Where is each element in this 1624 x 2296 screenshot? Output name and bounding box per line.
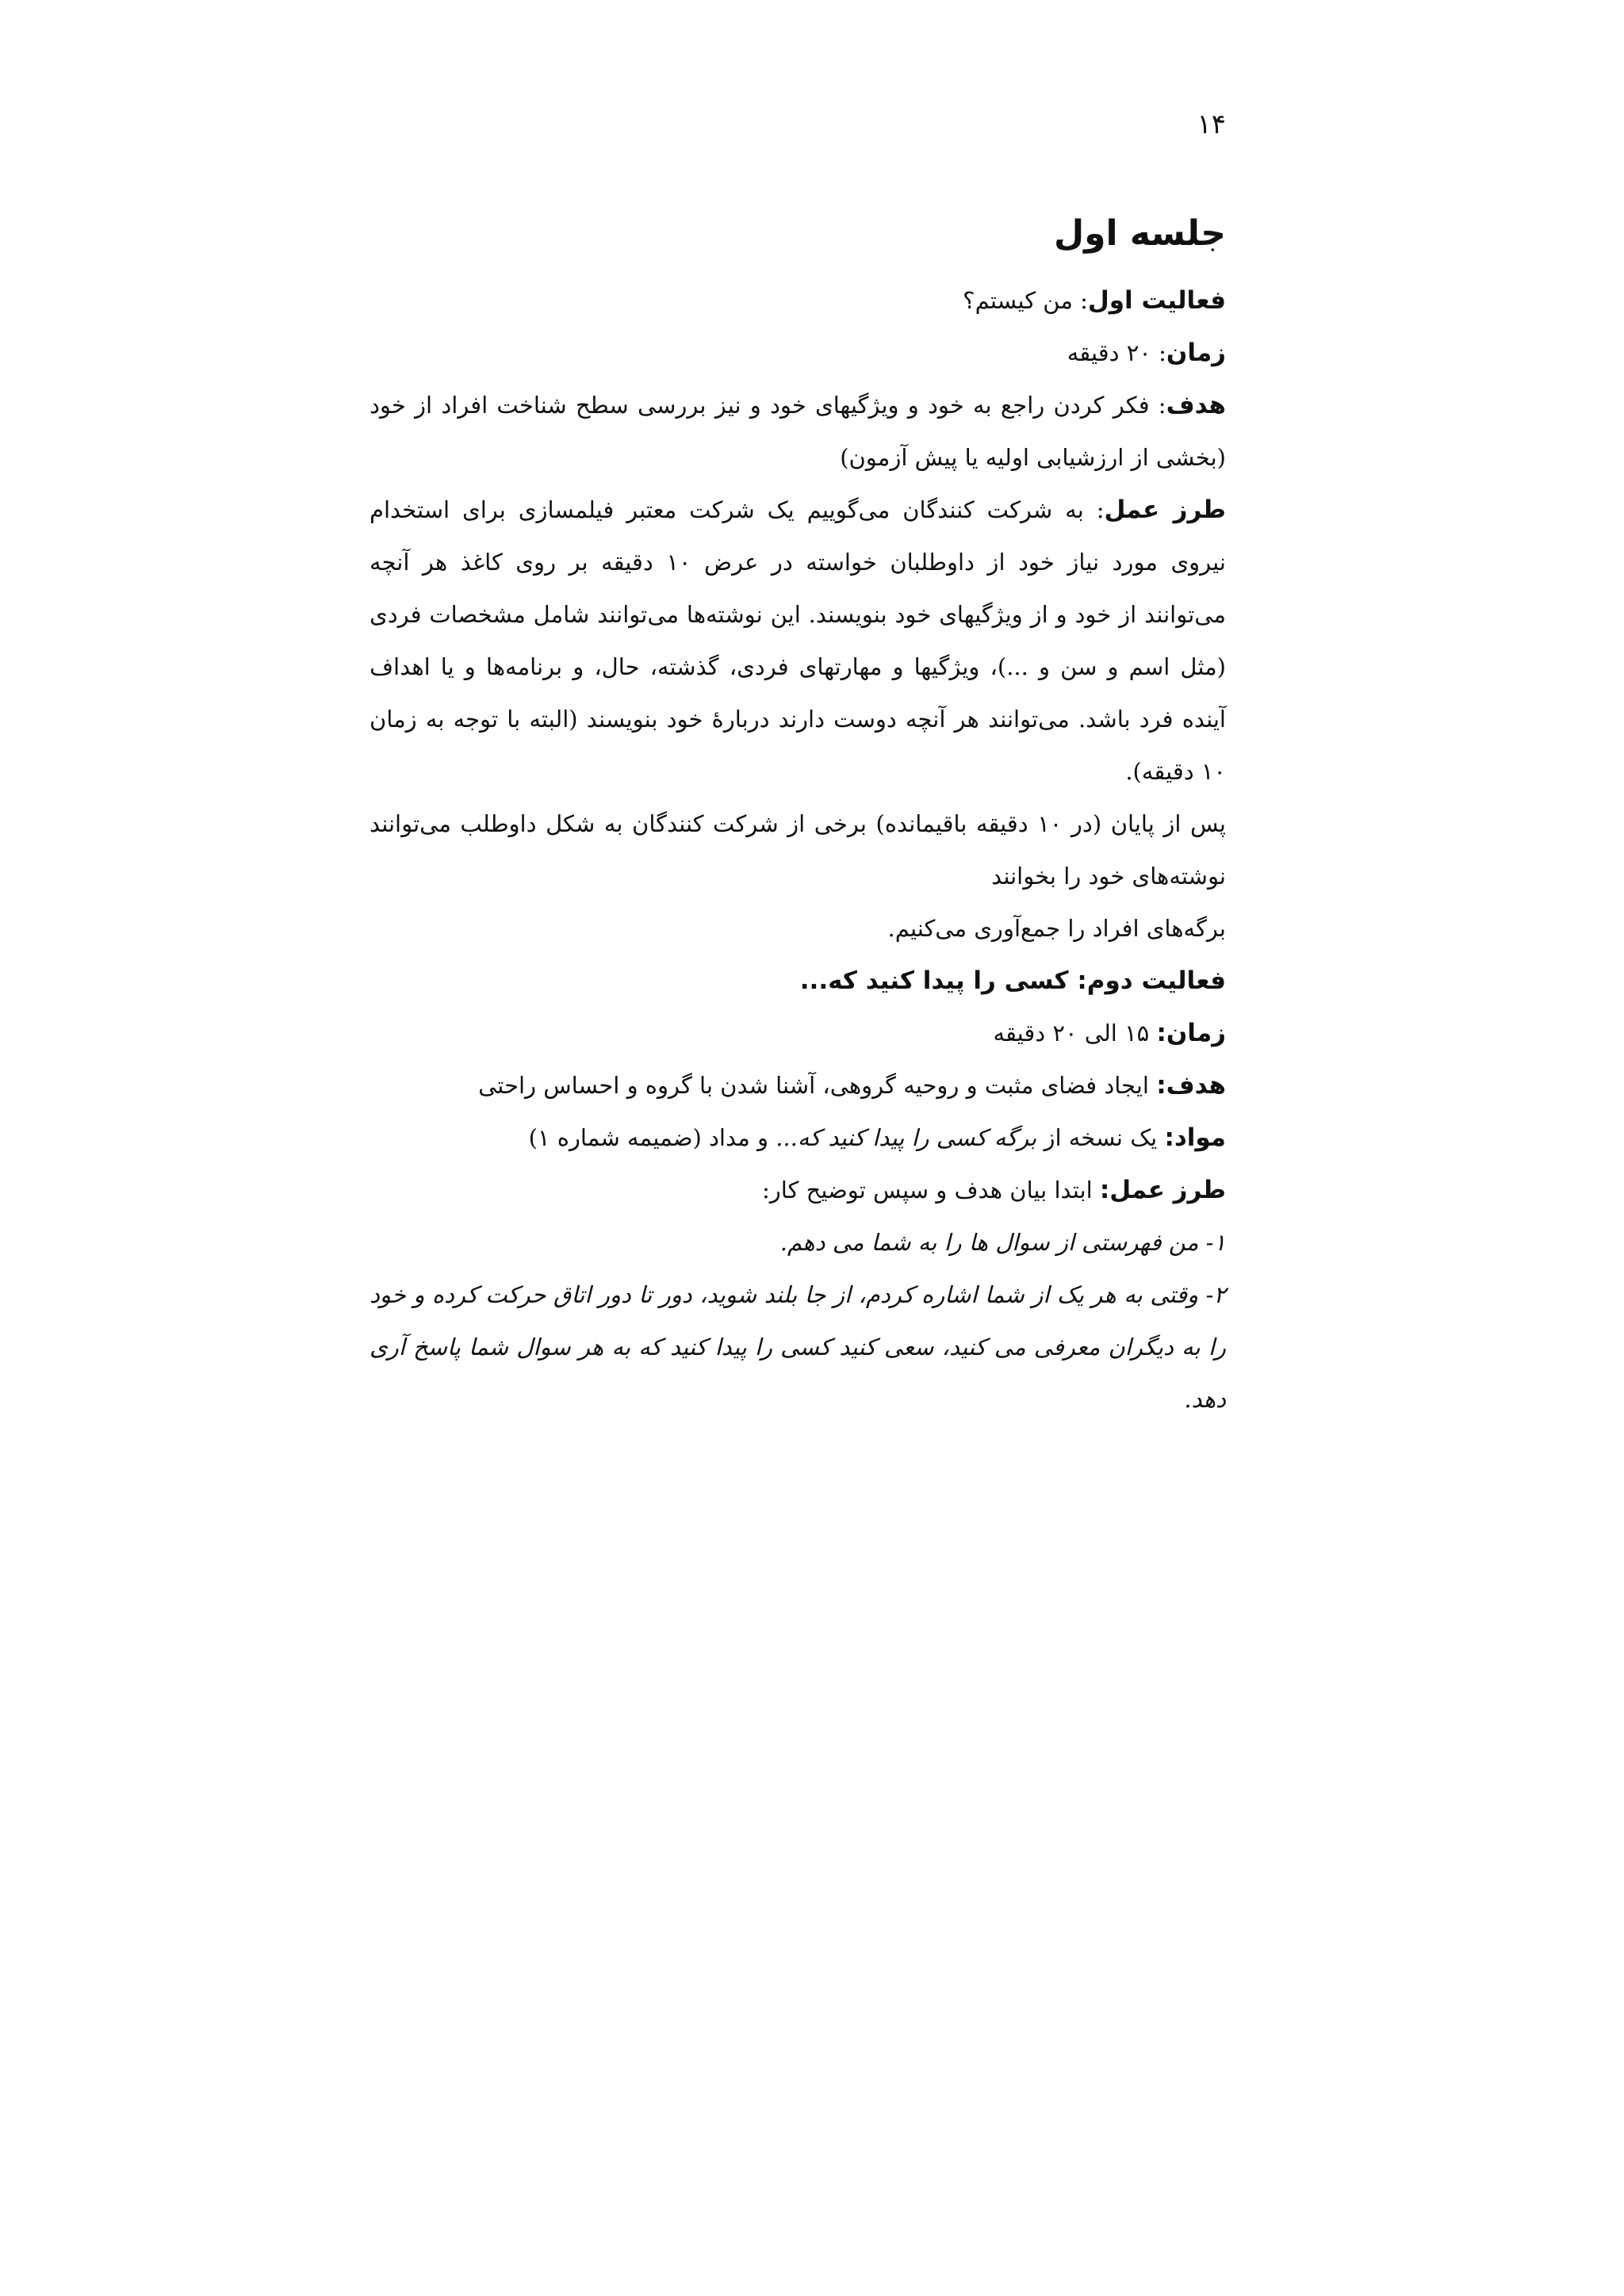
activity2-materials-italic: برگه کسی را پیدا کنید که... bbox=[776, 1124, 1037, 1151]
activity2-goal bbox=[370, 1059, 1226, 1112]
activity1-title: : من کیستم؟ bbox=[963, 287, 1088, 314]
activity2-procedure bbox=[370, 1164, 1226, 1216]
activity1-procedure bbox=[370, 484, 1226, 798]
activity1-time-label: زمان bbox=[1166, 339, 1226, 367]
activity2-materials-post: و مداد (ضمیمه شماره ۱) bbox=[528, 1124, 776, 1151]
activity1-procedure-text: : به شرکت کنندگان می‌گوییم یک شرکت معتبر فیلمسازی برای استخدام نیروی مورد نیاز خود از داوطلبان خواسته در عرض ۱۰ دقیقه بر روی کاغذ هر آنچه می‌توانند از خود و از ویژگیهای خود بنویسند. این نوشته‌ها می‌توانند شامل مشخصات فردی (مثل اسم و سن و ...)، ویژگیها و مهارتهای فردی، گذشته، حال، و برنامه‌ها و یا اهداف آینده فرد باشد. می‌توانند هر آنچه دوست دارند دربارهٔ خود بنویسند (البته با توجه به زمان ۱۰ دقیقه). bbox=[370, 496, 1226, 785]
session-title: جلسه اول bbox=[1053, 213, 1226, 254]
activity2-time-value: ۱۵ الی ۲۰ دقیقه bbox=[993, 1020, 1157, 1047]
activity2-materials bbox=[370, 1112, 1226, 1164]
activity2-procedure-label: طرز عمل: bbox=[1099, 1176, 1226, 1204]
activity2-item-2: ۲- وقتی به هر یک از شما اشاره کردم، از جا بلند شوید، دور تا دور اتاق حرکت کرده و خود را به دیگران معرفی می کنید، سعی کنید کسی را پیدا کنید که به هر سوال شما پاسخ آری دهد. bbox=[370, 1281, 1226, 1413]
activity2-time bbox=[370, 1007, 1226, 1059]
activity2-materials-label: مواد: bbox=[1164, 1123, 1226, 1152]
activity2-materials-pre: یک نسخه از bbox=[1036, 1124, 1165, 1151]
activity1-label: فعالیت اول bbox=[1087, 286, 1226, 315]
activity2-time-label: زمان: bbox=[1156, 1019, 1226, 1047]
activity2-item-1: ۱- من فهرستی از سوال ها را به شما می دهم. bbox=[779, 1229, 1226, 1256]
activity1-goal-text: : فکر کردن راجع به خود و ویژگیهای خود و نیز بررسی سطح شناخت افراد از خود (بخشی از ارزشیابی اولیه یا پیش آزمون) bbox=[370, 392, 1226, 471]
activity1-after-text: پس از پایان (در ۱۰ دقیقه باقیمانده) برخی از شرکت کنندگان به شکل داوطلب می‌توانند نوشته‌های خود را بخوانند bbox=[370, 810, 1226, 890]
activity1-heading bbox=[370, 274, 1226, 327]
activity2-goal-text: ایجاد فضای مثبت و روحیه گروهی، آشنا شدن با گروه و احساس راحتی bbox=[478, 1072, 1157, 1099]
activity1-time-value: : ۲۰ دقیقه bbox=[1067, 339, 1166, 366]
activity2-title: فعالیت دوم: کسی را پیدا کنید که... bbox=[799, 966, 1226, 995]
activity1-goal-label: هدف bbox=[1166, 391, 1226, 419]
activity1-goal bbox=[370, 379, 1226, 484]
activity1-collect-text: برگه‌های افراد را جمع‌آوری می‌کنیم. bbox=[887, 915, 1226, 942]
activity2-goal-label: هدف: bbox=[1156, 1071, 1226, 1100]
document-body bbox=[370, 198, 1226, 1425]
page-number: ۱۴ bbox=[1197, 109, 1226, 140]
activity1-time bbox=[370, 327, 1226, 379]
activity1-procedure-label: طرز عمل bbox=[1104, 496, 1226, 524]
activity2-procedure-text: ابتدا بیان هدف و سپس توضیح کار: bbox=[762, 1177, 1100, 1203]
